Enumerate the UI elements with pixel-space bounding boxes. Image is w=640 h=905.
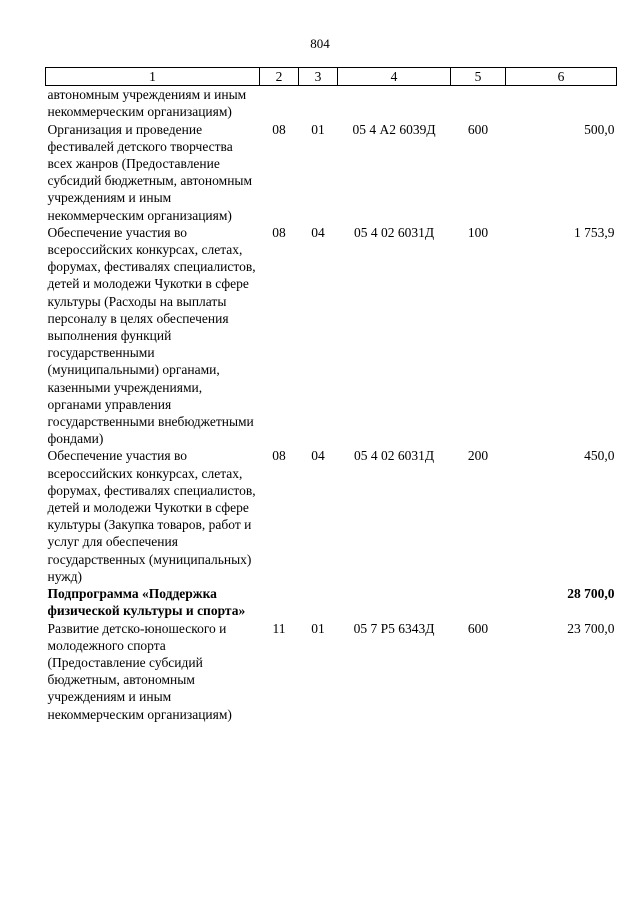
row-expense-type [451,86,506,121]
table-row-subprogram [46,585,617,619]
row-subsection: 04 [311,224,325,240]
table-row [46,620,617,723]
header-col-2: 2 [260,68,299,86]
table-row [46,224,617,448]
row-section [260,86,299,121]
row-expense-type: 600 [467,121,489,137]
row-section [260,585,299,619]
row-section: 08 [272,121,286,137]
table-header [46,68,617,86]
row-target-code: 05 7 Р5 6343Д [353,620,435,636]
row-target-code: 05 4 А2 6039Д [352,121,436,137]
row-sum [506,86,617,121]
header-col-6: 6 [506,68,617,86]
row-subsection: 01 [311,620,325,636]
table-row [46,86,617,121]
row-target-code [338,585,451,619]
row-sum: 23 700,0 [567,620,615,636]
header-col-3: 3 [299,68,338,86]
row-target-code: 05 4 02 6031Д [353,224,435,240]
row-section: 08 [272,224,286,240]
row-subsection [299,585,338,619]
row-section: 08 [272,448,286,464]
row-sum: 1 753,9 [574,224,615,240]
row-expense-type: 100 [467,224,489,240]
row-target-code [338,86,451,121]
row-expense-type: 600 [467,620,489,636]
row-expense-type [451,585,506,619]
row-subsection: 04 [311,448,325,464]
table-row [46,447,617,585]
row-sum: 500,0 [584,121,615,137]
row-name: автономным учреждениям и иным некоммерческим организациям) [47,87,247,120]
row-sum: 28 700,0 [567,586,615,602]
header-col-1: 1 [46,68,260,86]
row-subsection: 01 [311,121,325,137]
row-name: Развитие детско-юношеского и молодежного спорта (Предоставление субсидий бюджетным, автономным учреждениям и иным некоммерческим организациям) [47,620,232,722]
row-expense-type: 200 [467,448,489,464]
budget-table [45,67,617,723]
row-name: Обеспечение участия во всероссийских конкурсах, слетах, форумах, фестивалях специалистов, детей и молодежи Чукотки в сфере культуры (Закупка товаров, работ и услуг для обеспечения государственных (муниципальных) нужд) [47,448,256,584]
table-row [46,121,617,224]
row-section: 11 [272,620,286,636]
row-name: Обеспечение участия во всероссийских конкурсах, слетах, форумах, фестивалях специалистов, детей и молодежи Чукотки в сфере культуры (Расходы на выплаты персоналу в целях обеспечения выполнения функций государственными (муниципальными) органами, казенными учреждениями, органами управления государственными внебюджетными фондами) [47,224,256,447]
row-target-code: 05 4 02 6031Д [353,448,435,464]
header-col-5: 5 [451,68,506,86]
page-number: 804 [310,36,330,51]
row-sum: 450,0 [584,448,615,464]
row-name: Организация и проведение фестивалей детского творчества всех жанров (Предоставление субсидий бюджетным, автономным учреждениям и иным некоммерческим организациям) [47,121,253,223]
row-subsection [299,86,338,121]
header-col-4: 4 [338,68,451,86]
row-name: Подпрограмма «Поддержка физической культуры и спорта» [47,586,246,619]
table-body [46,86,617,723]
